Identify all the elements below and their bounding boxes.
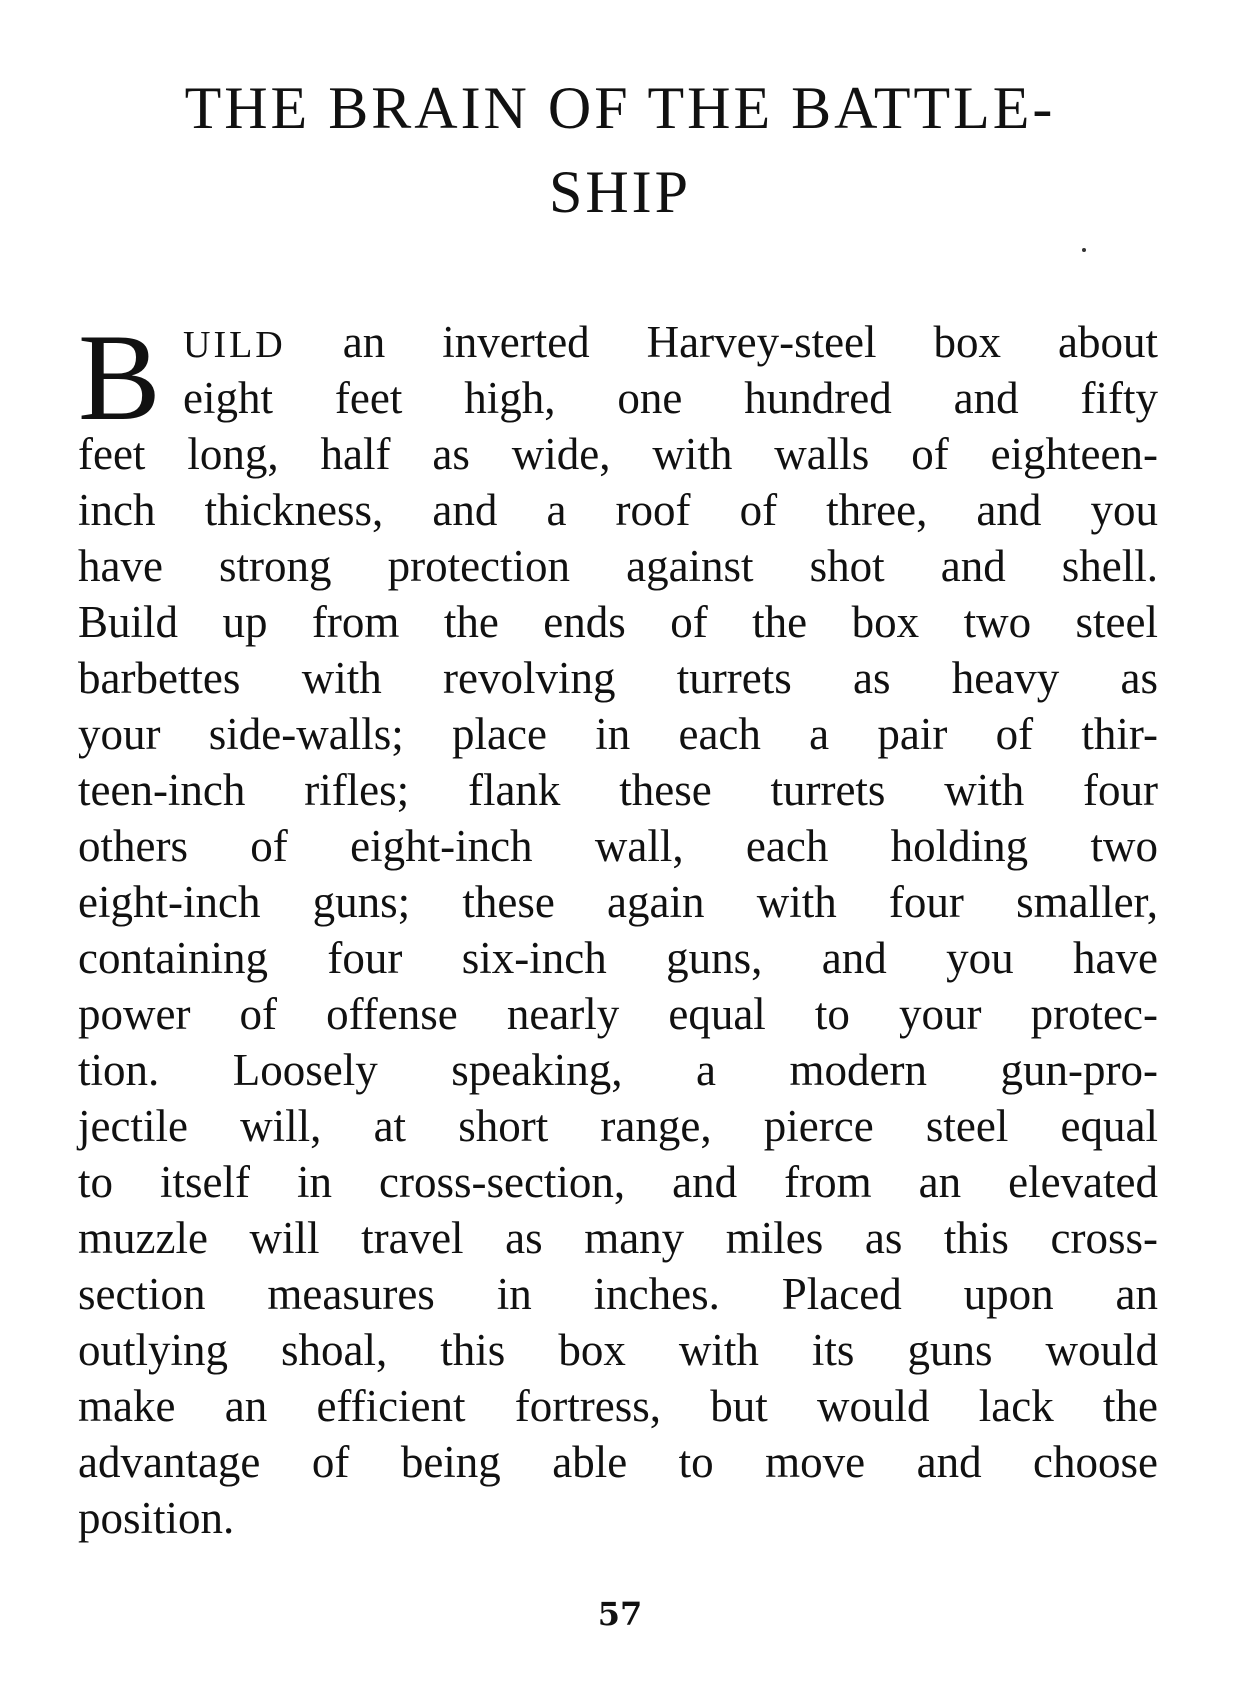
text-line: outlying shoal, this box with its guns would (78, 1325, 1158, 1375)
text-line: position. (78, 1493, 235, 1543)
text-line: feet long, half as wide, with walls of eighteen- (78, 429, 1158, 479)
text-line: teen-inch rifles; flank these turrets with four (78, 765, 1158, 815)
drop-cap: B (78, 309, 161, 446)
text-line (78, 314, 1158, 370)
body-paragraph (78, 309, 1158, 1546)
print-speck (1082, 248, 1086, 252)
text-line: tion. Loosely speaking, a modern gun-pro- (78, 1045, 1158, 1095)
line-text: an inverted Harvey-steel box about (285, 317, 1158, 367)
text-line: to itself in cross-section, and from an elevated (78, 1157, 1158, 1207)
chapter-title-line-1: THE BRAIN OF THE BATTLE- (184, 75, 1056, 141)
text-line: have strong protection against shot and shell. (78, 541, 1158, 591)
text-line: barbettes with revolving turrets as heavy as (78, 653, 1158, 703)
text-line: containing four six-inch guns, and you have (78, 933, 1158, 983)
text-line: power of offense nearly equal to your protec- (78, 989, 1158, 1039)
text-line: eight feet high, one hundred and fifty (183, 373, 1158, 423)
text-line: section measures in inches. Placed upon an (78, 1269, 1158, 1319)
text-line: your side-walls; place in each a pair of thir- (78, 709, 1158, 759)
text-line: others of eight-inch wall, each holding two (78, 821, 1158, 871)
text-line: make an efficient fortress, but would lack the (78, 1381, 1158, 1431)
text-line: jectile will, at short range, pierce steel equal (78, 1101, 1158, 1151)
text-line: advantage of being able to move and choose (78, 1437, 1158, 1487)
text-line: Build up from the ends of the box two steel (78, 597, 1158, 647)
page-number: 57 (597, 1595, 643, 1633)
text-line: inch thickness, and a roof of three, and you (78, 485, 1158, 535)
smallcaps-word: UILD (183, 324, 286, 366)
text-line: eight-inch guns; these again with four smaller, (78, 877, 1158, 927)
chapter-title-line-2: SHIP (548, 159, 692, 225)
text-line: muzzle will travel as many miles as this cross- (78, 1213, 1158, 1263)
